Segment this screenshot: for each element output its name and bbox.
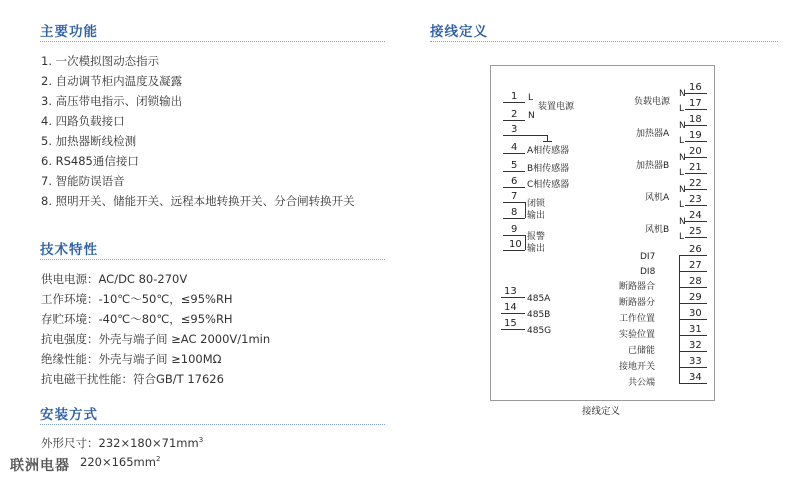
terminal-line (503, 202, 525, 203)
terminal-line (679, 255, 707, 256)
earth-switch-label: 接地开关 (619, 362, 656, 372)
specs-heading: 技术特性 (40, 242, 98, 258)
terminal-number: 15 (504, 318, 517, 329)
terminal-line (685, 189, 707, 190)
terminal-line (501, 329, 525, 330)
alarm-output-label: 报警 (527, 232, 546, 242)
terminal-l-label: L (679, 200, 685, 210)
power-supply-label: 装置电源 (538, 102, 575, 112)
sensor-b-label: B相传感器 (527, 164, 570, 174)
terminal-line (685, 205, 707, 206)
terminal-line (685, 125, 707, 126)
terminal-n-label: N (679, 153, 686, 163)
load-power-label: 负载电源 (634, 97, 671, 107)
di7-label: DI7 (640, 252, 656, 262)
terminal-n-label: N (679, 185, 686, 195)
spec-item: 抗电磁干扰性能：符合GB/T 17626 (41, 372, 224, 386)
stored-energy-label: 已储能 (628, 346, 656, 356)
terminal-number: 5 (511, 160, 518, 171)
function-item: 8. 照明开关、储能开关、远程本地转换开关、分合闸转换开关 (41, 194, 355, 208)
terminal-line (685, 173, 707, 174)
terminal-number: 25 (689, 226, 702, 237)
terminal-number: 13 (504, 286, 517, 297)
fan-a-label: 风机A (645, 193, 670, 203)
terminal-number: 6 (511, 176, 518, 187)
function-item: 4. 四路负载接口 (41, 114, 125, 128)
terminal-l-label: L (679, 136, 685, 146)
spec-item: 工作环境：-10℃～50℃，≤95%RH (41, 292, 233, 306)
terminal-line (503, 218, 525, 219)
terminal-n-label: N (679, 121, 686, 131)
function-item: 6. RS485通信接口 (41, 154, 139, 168)
rs485g-label: 485G (527, 326, 552, 336)
breaker-close-label: 断路器合 (619, 282, 656, 292)
terminal-n-label: N (679, 217, 686, 227)
wiring-heading: 接线定义 (430, 24, 488, 40)
lock-output-label: 闭锁 (527, 199, 546, 209)
terminal-number: 4 (511, 142, 518, 153)
relay-contact (525, 202, 526, 218)
install-size: 外形尺寸：$232\times 180\times 71mm^3$ (41, 436, 204, 450)
common-bus-line (679, 255, 680, 383)
terminal-line (501, 313, 525, 314)
terminal-number: 34 (689, 372, 702, 383)
work-position-label: 工作位置 (619, 314, 656, 324)
terminal-number: 32 (689, 340, 702, 351)
terminal-number: 14 (504, 302, 517, 313)
terminal-number: 28 (689, 276, 702, 287)
terminal-number: 7 (511, 191, 518, 202)
terminal-line (503, 171, 525, 172)
terminal-number: 27 (689, 260, 702, 271)
fan-b-label: 风机B (645, 225, 670, 235)
terminal-l-label: L (679, 232, 685, 242)
wiring-diagram (490, 65, 715, 401)
diagram-caption: 接线定义 (582, 406, 621, 417)
heater-a-label: 加热器A (636, 129, 670, 139)
terminal-line (503, 235, 525, 236)
terminal-line (679, 383, 707, 384)
terminal-l-label: L (679, 168, 685, 178)
heading-divider (430, 41, 778, 42)
terminal-line (685, 141, 707, 142)
terminal-line (679, 367, 707, 368)
function-item: 2. 自动调节柜内温度及凝露 (41, 74, 183, 88)
spec-item: 抗电强度：外壳与端子间 ≥AC 2000V/1min (41, 332, 271, 346)
terminal-number: 10 (509, 239, 522, 250)
terminal-number: 19 (689, 130, 702, 141)
terminal-line (503, 135, 547, 136)
terminal-line (685, 237, 707, 238)
spec-item: 绝缘性能：外壳与端子间 ≥100MΩ (41, 352, 222, 366)
heading-divider (40, 41, 385, 42)
terminal-number: 18 (689, 114, 702, 125)
terminal-line (685, 221, 707, 222)
terminal-line (679, 271, 707, 272)
function-item: 1. 一次模拟图动态指示 (41, 54, 160, 68)
terminal-number: 29 (689, 292, 702, 303)
terminal-line (685, 93, 707, 94)
terminal-line (685, 109, 707, 110)
install-hole: $220\times 165mm^2$ (80, 455, 161, 469)
alarm-output-label: 输出 (527, 244, 546, 254)
terminal-number: 26 (689, 244, 702, 255)
terminal-number: 30 (689, 308, 702, 319)
brand-watermark: 联洲电器 (10, 458, 70, 474)
terminal-number: 23 (689, 194, 702, 205)
di8-label: DI8 (640, 267, 656, 277)
terminal-line (679, 351, 707, 352)
spec-item: 供电电源：AC/DC 80-270V (41, 272, 188, 286)
terminal-number: 22 (689, 178, 702, 189)
heading-divider (40, 259, 385, 260)
terminal-line (503, 187, 525, 188)
terminal-number: 31 (689, 324, 702, 335)
terminal-line (679, 335, 707, 336)
terminal-line (503, 153, 525, 154)
terminal-l-label: L (528, 93, 534, 103)
terminal-line (503, 102, 525, 103)
test-position-label: 实验位置 (619, 330, 656, 340)
breaker-open-label: 断路器分 (619, 298, 656, 308)
function-item: 5. 加热器断线检测 (41, 134, 137, 148)
terminal-number: 33 (689, 356, 702, 367)
rs485a-label: 485A (527, 294, 551, 304)
terminal-number: 1 (511, 91, 518, 102)
terminal-line (501, 297, 525, 298)
lock-output-label: 输出 (527, 211, 546, 221)
terminal-number: 9 (511, 224, 518, 235)
terminal-number: 20 (689, 146, 702, 157)
terminal-number: 2 (511, 109, 518, 120)
terminal-number: 8 (511, 207, 518, 218)
terminal-number: 24 (689, 210, 702, 221)
sensor-c-label: C相传感器 (527, 180, 570, 190)
install-heading: 安装方式 (40, 407, 98, 423)
main-functions-heading: 主要功能 (40, 24, 98, 40)
spec-item: 存贮环境：-40℃～80℃，≤95%RH (41, 312, 233, 326)
terminal-number: 16 (689, 82, 702, 93)
function-item: 3. 高压带电指示、闭锁输出 (41, 94, 183, 108)
terminal-line (685, 157, 707, 158)
heater-b-label: 加热器B (636, 161, 670, 171)
function-item: 7. 智能防误语音 (41, 174, 125, 188)
terminal-line (679, 287, 707, 288)
terminal-line (679, 303, 707, 304)
terminal-number: 3 (511, 124, 518, 135)
terminal-l-label: L (679, 104, 685, 114)
relay-contact (525, 235, 526, 250)
terminal-line (679, 319, 707, 320)
terminal-line (503, 120, 525, 121)
sensor-a-label: A相传感器 (527, 146, 570, 156)
terminal-n-label: N (528, 111, 535, 121)
terminal-line (503, 250, 525, 251)
common-terminal-label: 共公端 (628, 378, 656, 388)
heading-divider (40, 424, 385, 425)
terminal-n-label: N (679, 89, 686, 99)
terminal-number: 21 (689, 162, 702, 173)
terminal-number: 17 (689, 98, 702, 109)
rs485b-label: 485B (527, 310, 551, 320)
ground-symbol (543, 141, 552, 142)
